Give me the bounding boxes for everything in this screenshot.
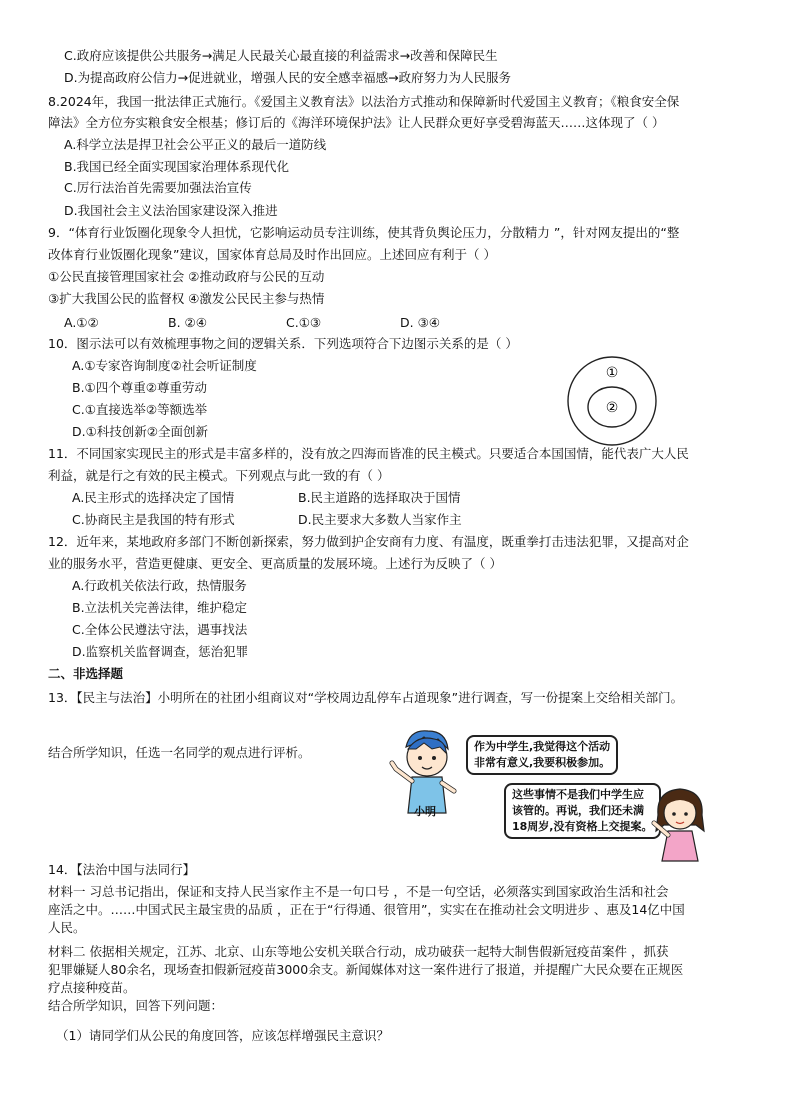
q12-option-c: C.全体公民遵法守法，遇事找法 <box>72 622 248 637</box>
q11-option-d: D.民主要求大多数人当家作主 <box>298 512 462 527</box>
girl-figure <box>650 785 710 863</box>
q11-option-c: C.协商民主是我国的特有形式 <box>72 512 235 527</box>
q14-stem: 14．【法治中国与法同行】 <box>48 862 196 877</box>
q14-material1-line2: 座活之中。……中国式民主最宝贵的品质 ，正在于“行得通、很管用”，实实在在推动社会文明进步 、惠及14亿中国 <box>48 902 685 917</box>
q10-stem: 10．图示法可以有效梳理事物之间的逻辑关系．下列选项符合下边图示关系的是（ ） <box>48 336 518 351</box>
boy-figure <box>388 725 468 815</box>
q9-items-3-4: ③扩大我国公民的监督权 ④激发公民民主参与热情 <box>48 291 325 306</box>
q10-option-d: D.①科技创新②全面创新 <box>72 424 209 439</box>
q7-option-c: C.政府应该提供公共服务→满足人民最关心最直接的利益需求→改善和保障民生 <box>64 48 498 63</box>
q10-option-b: B.①四个尊重②尊重劳动 <box>72 380 207 395</box>
q12-option-b: B.立法机关完善法律，维护稳定 <box>72 600 248 615</box>
q12-stem-line1: 12．近年来，某地政府多部门不断创新探索，努力做到护企安商有力度、有温度，既重拳打击违法犯罪，又提高对企 <box>48 534 689 549</box>
q12-stem-line2: 业的服务水平，营造更健康、更安全、更高质量的发展环境。上述行为反映了（ ） <box>48 556 502 571</box>
q12-option-d: D.监察机关监督调查，惩治犯罪 <box>72 644 249 659</box>
q12-option-a: A.行政机关依法行政，热情服务 <box>72 578 247 593</box>
bubble-girl-line1: 这些事情不是我们中学生应 <box>512 788 644 801</box>
bubble-boy-line1: 作为中学生,我觉得这个活动 <box>474 740 611 753</box>
q8-option-b: B.我国已经全面实现国家治理体系现代化 <box>64 159 290 174</box>
section-title: 二、非选择题 <box>48 666 124 681</box>
q11-option-b: B.民主道路的选择取决于国情 <box>298 490 461 505</box>
speech-bubble-girl <box>504 783 661 839</box>
q11-stem-line2: 利益，就是行之有效的民主模式。下列观点与此一致的有（ ） <box>48 468 390 483</box>
q10-option-a: A.①专家咨询制度②社会听证制度 <box>72 358 257 373</box>
q9-stem-line2: 改体育行业饭圈化现象”建议，国家体育总局及时作出回应。上述回应有利于（ ） <box>48 247 496 262</box>
bubble-boy-line2: 非常有意义,我要积极参加。 <box>474 756 611 769</box>
q9-items-1-2: ①公民直接管理国家社会 ②推动政府与公民的互动 <box>48 269 325 284</box>
q9-option-d: D. ③④ <box>400 315 440 330</box>
q11-stem-line1: 11．不同国家实现民主的形式是丰富多样的，没有放之四海而皆准的民主模式。只要适合本国国情，能代表广大人民 <box>48 446 689 461</box>
q9-option-a: A.①② <box>64 315 99 330</box>
q14-material2-line2: 犯罪嫌疑人80余名，现场查扣假新冠疫苗3000余支。新闻媒体对这一案件进行了报道，并提醒广大民众要在正规医 <box>48 962 684 977</box>
comic-illustration <box>388 725 710 863</box>
q8-option-a: A.科学立法是捍卫社会公平正义的最后一道防线 <box>64 137 327 152</box>
q14-material1-line1: 材料一 习总书记指出，保证和支持人民当家作主不是一句口号 ，不是一句空话，必须落实到国家政治生活和社会 <box>48 884 669 899</box>
q14-material1-line3: 人民。 <box>48 920 86 935</box>
q14-subquestion-1: （1）请同学们从公民的角度回答，应该怎样增强民主意识？ <box>56 1028 389 1043</box>
bubble-girl-line3: 18周岁,没有资格上交提案。 <box>512 820 653 833</box>
q8-option-c: C.厉行法治首先需要加强法治宣传 <box>64 180 252 195</box>
q7-option-d: D.为提高政府公信力→促进就业，增强人民的安全感幸福感→政府努力为人民服务 <box>64 70 512 85</box>
q9-option-c: C.①③ <box>286 315 322 330</box>
q10-option-c: C.①直接选举②等额选举 <box>72 402 208 417</box>
boy-name-label: 小明 <box>414 805 436 818</box>
outer-label: ① <box>605 365 619 381</box>
q13-stem: 13．【民主与法治】小明所在的社团小组商议对“学校周边乱停车占道现象”进行调查，写一份提案上交给相关部门。 <box>48 690 684 705</box>
q8-stem-line1: 8.2024年，我国一批法律正式施行。《爱国主义教育法》以法治方式推动和保障新时代爱国主义教育；《粮食安全保 <box>48 94 680 109</box>
q14-material2-line3: 疗点接种疫苗。 <box>48 980 136 995</box>
q13-prompt: 结合所学知识，任选一名同学的观点进行评析。 <box>48 745 311 760</box>
nested-circles-diagram <box>566 355 658 447</box>
q8-option-d: D.我国社会主义法治国家建设深入推进 <box>64 203 278 218</box>
q8-stem-line2: 障法》全方位夯实粮食安全根基；修订后的《海洋环境保护法》让人民群众更好享受碧海蓝天……这体现了（ ） <box>48 115 665 130</box>
q11-option-a: A.民主形式的选择决定了国情 <box>72 490 235 505</box>
q14-material2-line1: 材料二 依据相关规定，江苏、北京、山东等地公安机关联合行动，成功破获一起特大制售假新冠疫苗案件 ，抓获 <box>48 944 669 959</box>
inner-label: ② <box>605 400 619 416</box>
bubble-girl-line2: 该管的。再说，我们还未满 <box>512 804 644 817</box>
q9-option-b: B. ②④ <box>168 315 207 330</box>
q14-prompt: 结合所学知识，回答下列问题： <box>48 998 224 1013</box>
speech-bubble-boy <box>466 735 618 775</box>
q9-stem-line1: 9．“体育行业饭圈化现象令人担忧，它影响运动员专注训练，使其背负舆论压力，分散精力 ”，针对网友提出的“整 <box>48 225 680 240</box>
